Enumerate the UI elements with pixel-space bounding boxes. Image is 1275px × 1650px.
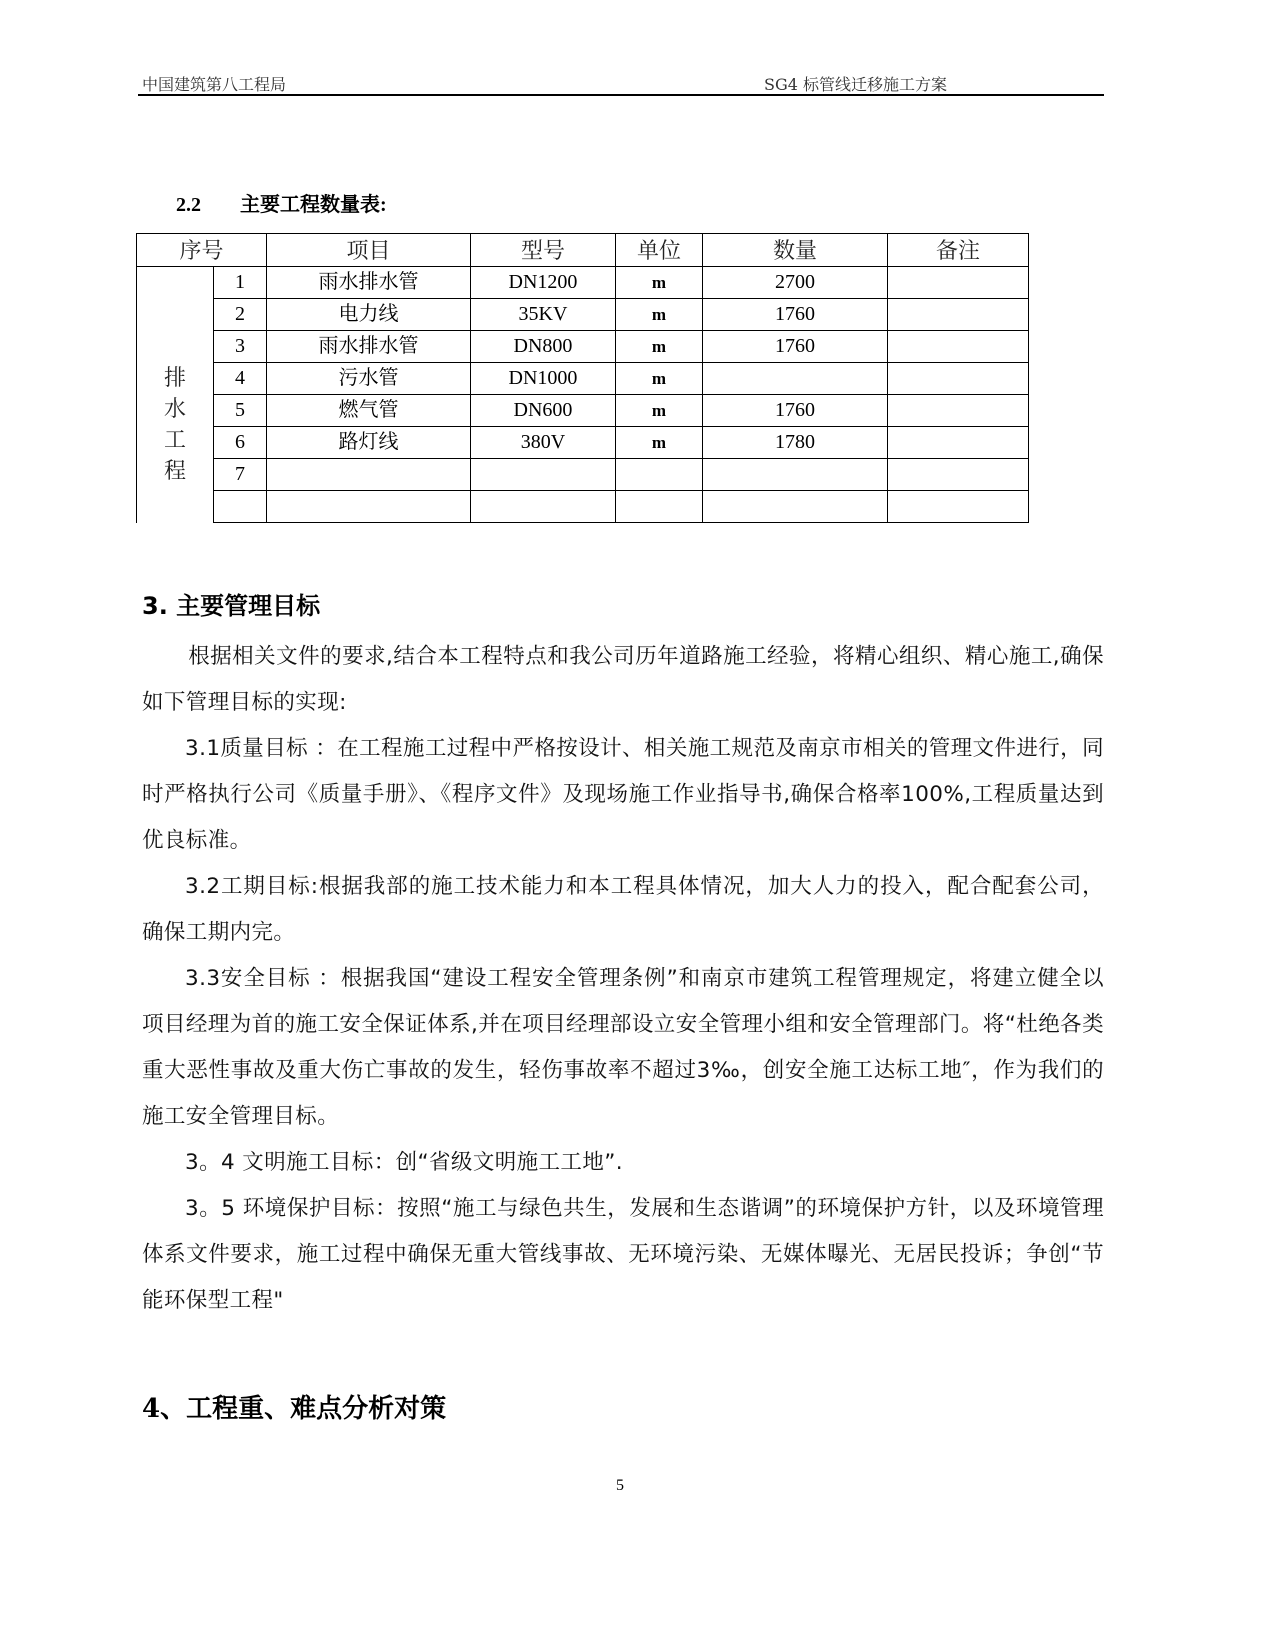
paragraph-quality-goal: 3.1质量目标 ：在工程施工过程中严格按设计、相关施工规范及南京市相关的管理文件进行，同时严格执行公司《质量手册》、《程序文件》及现场施工作业指导书,确保合格率100%,工程质量达到优良标准。 — [142, 736, 1104, 853]
cell-item: 雨水排水管 — [267, 331, 471, 363]
table-row — [137, 395, 1029, 427]
paragraph-environmental-goal: 3。5 环境保护目标：按照“施工与绿色共生，发展和生态谐调”的环境保护方针，以及环境管理体系文件要求，施工过程中确保无重大管线事故、无环境污染、无媒体曝光、无居民投诉；争创“节能环保型工程" — [142, 1196, 1104, 1313]
cell-note — [888, 363, 1029, 395]
cell-quantity — [703, 491, 888, 523]
table-row — [137, 299, 1029, 331]
cell-model: DN800 — [471, 331, 616, 363]
header-cell-no: 序号 — [137, 234, 267, 267]
table-row — [137, 267, 1029, 299]
group-label: 排 水 工 程 — [164, 365, 187, 483]
cell-unit: m — [616, 395, 703, 427]
cell-item — [267, 459, 471, 491]
cell-note — [888, 395, 1029, 427]
cell-quantity: 1760 — [703, 395, 888, 427]
header-cell-model: 型号 — [471, 234, 616, 267]
cell-model — [471, 491, 616, 523]
cell-note — [888, 331, 1029, 363]
cell-no: 5 — [214, 395, 267, 427]
cell-item: 燃气管 — [267, 395, 471, 427]
cell-quantity: 1760 — [703, 331, 888, 363]
cell-unit: m — [616, 331, 703, 363]
table-row — [137, 459, 1029, 491]
header-cell-unit: 单位 — [616, 234, 703, 267]
header-organization: 中国建筑第八工程局 — [142, 75, 287, 94]
header-cell-note: 备注 — [888, 234, 1029, 267]
cell-model: 380V — [471, 427, 616, 459]
table-row — [137, 363, 1029, 395]
cell-no: 2 — [214, 299, 267, 331]
cell-note — [888, 427, 1029, 459]
paragraph-safety-goal: 3.3安全目标 ：根据我国“建设工程安全管理条例”和南京市建筑工程管理规定，将建立健全以项目经理为首的施工安全保证体系,并在项目经理部设立安全管理小组和安全管理部门。将“杜绝各类重大恶性事故及重大伤亡事故的发生，轻伤事故率不超过3‰，创安全施工达标工地″，作为我们的施工安全管理目标。 — [142, 966, 1104, 1129]
cell-quantity — [703, 363, 888, 395]
cell-item: 路灯线 — [267, 427, 471, 459]
cell-no — [214, 491, 267, 523]
cell-no: 7 — [214, 459, 267, 491]
cell-note — [888, 299, 1029, 331]
header-cell-quantity: 数量 — [703, 234, 888, 267]
cell-item: 电力线 — [267, 299, 471, 331]
cell-model — [471, 459, 616, 491]
cell-unit — [616, 491, 703, 523]
header-cell-item: 项目 — [267, 234, 471, 267]
cell-note — [888, 459, 1029, 491]
cell-no: 1 — [214, 267, 267, 299]
paragraph-civilized-construction-goal: 3。4 文明施工目标：创“省级文明施工工地”. — [185, 1150, 624, 1175]
table-row — [137, 491, 1029, 523]
section-3-heading: 3. 主要管理目标 — [142, 592, 321, 620]
page-number: 5 — [616, 1477, 624, 1494]
table-row — [137, 427, 1029, 459]
cell-unit: m — [616, 267, 703, 299]
cell-no: 4 — [214, 363, 267, 395]
table-header-row — [137, 234, 1029, 267]
cell-unit: m — [616, 427, 703, 459]
cell-note — [888, 267, 1029, 299]
cell-no: 6 — [214, 427, 267, 459]
cell-item: 污水管 — [267, 363, 471, 395]
section-4-heading: 4、工程重、难点分析对策 — [142, 1394, 447, 1424]
cell-item — [267, 491, 471, 523]
paragraph-schedule-goal: 3.2工期目标:根据我部的施工技术能力和本工程具体情况，加大人力的投入，配合配套公司，确保工期内完。 — [142, 874, 1104, 945]
section-number: 2.2 — [176, 194, 201, 216]
cell-model: 35KV — [471, 299, 616, 331]
cell-unit: m — [616, 299, 703, 331]
cell-note — [888, 491, 1029, 523]
header-document-title: SG4 标管线迁移施工方案 — [764, 75, 948, 94]
cell-quantity — [703, 459, 888, 491]
header-rule — [138, 94, 1104, 96]
cell-quantity: 1760 — [703, 299, 888, 331]
cell-unit: m — [616, 363, 703, 395]
cell-unit — [616, 459, 703, 491]
quantity-table — [136, 233, 1029, 523]
cell-quantity: 2700 — [703, 267, 888, 299]
cell-quantity: 1780 — [703, 427, 888, 459]
cell-model: DN1000 — [471, 363, 616, 395]
cell-model: DN600 — [471, 395, 616, 427]
cell-item: 雨水排水管 — [267, 267, 471, 299]
cell-no: 3 — [214, 331, 267, 363]
section-3-body — [142, 634, 1104, 1324]
cell-model: DN1200 — [471, 267, 616, 299]
group-label-cell — [137, 267, 214, 523]
paragraph-intro: 根据相关文件的要求,结合本工程特点和我公司历年道路施工经验，将精心组织、精心施工,确保如下管理目标的实现: — [142, 644, 1104, 715]
section-title: 主要工程数量表: — [240, 194, 387, 216]
table-row — [137, 331, 1029, 363]
section-2-2-heading — [176, 188, 387, 217]
page-header — [142, 72, 1102, 96]
